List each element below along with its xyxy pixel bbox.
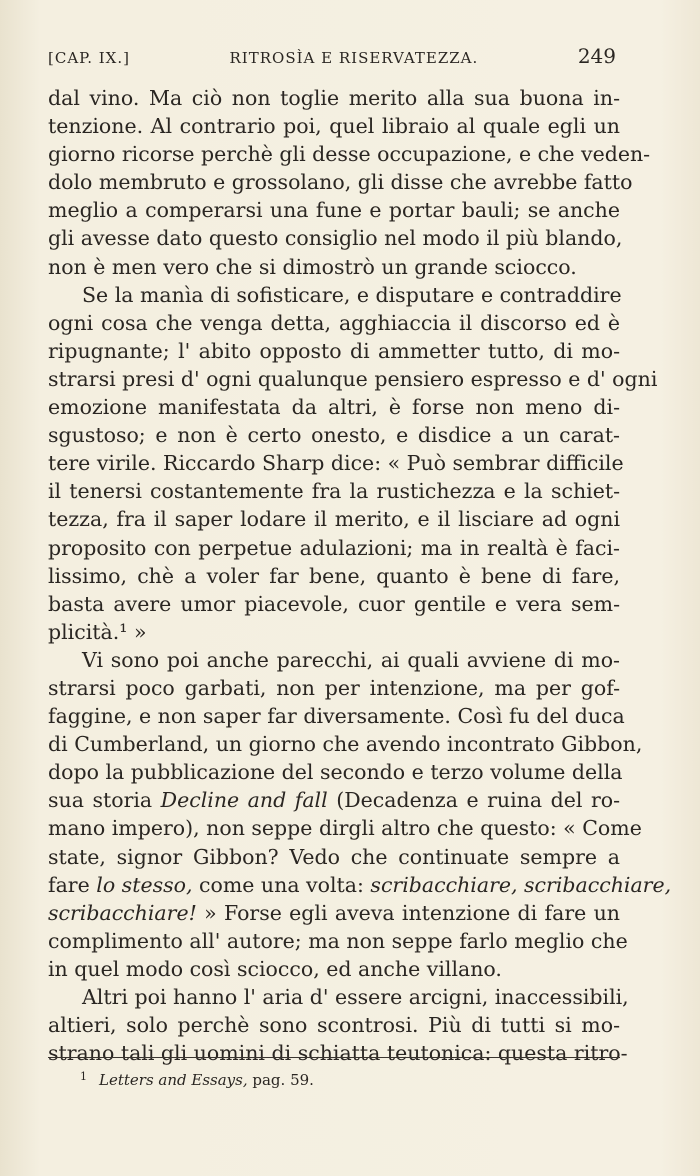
text-line: non è men vero che si dimostrò un grande sciocco. xyxy=(48,254,577,279)
text-line: dopo la pubblicazione del secondo e terzo volume della xyxy=(48,760,623,785)
text-line: in quel modo così sciocco, ed anche villano. xyxy=(48,956,502,981)
page-number: 249 xyxy=(577,44,616,68)
footnote xyxy=(80,1070,314,1089)
text-line: tezza, fra il saper lodare il merito, e il lisciare ad ogni xyxy=(48,507,620,532)
chapter-label: [CAP. IX.] xyxy=(48,49,130,67)
text-line: sgustoso; e non è certo onesto, e disdice a un carat- xyxy=(48,423,620,448)
text-line: fare lo stesso, come una volta: scribacchiare, scribacchiare, xyxy=(48,872,672,897)
footnote-title: Letters and Essays, xyxy=(99,1071,248,1089)
footnote-marker: 1 xyxy=(80,1070,87,1083)
text-line: Se la manìa di sofisticare, e disputare e contraddire xyxy=(82,282,622,307)
text-line: plicità.¹ » xyxy=(48,619,147,644)
text-line: strano tali gli uomini di schiatta teutonica: questa ritro- xyxy=(48,1041,628,1066)
text-line: ogni cosa che venga detta, agghiaccia il discorso ed è xyxy=(48,310,620,335)
text-line: altieri, solo perchè sono scontrosi. Più di tutti si mo- xyxy=(48,1013,620,1038)
text-line: il tenersi costantemente fra la rustichezza e la schiet- xyxy=(48,479,620,504)
text-line: basta avere umor piacevole, cuor gentile e vera sem- xyxy=(48,591,620,616)
text-line: tenzione. Al contrario poi, quel libraio al quale egli un xyxy=(48,114,620,139)
text-line: Vi sono poi anche parecchi, ai quali avviene di mo- xyxy=(82,647,620,672)
text-line: strarsi poco garbati, non per intenzione, ma per gof- xyxy=(48,675,620,700)
text-line: di Cumberland, un giorno che avendo incontrato Gibbon, xyxy=(48,732,643,757)
text-line: ripugnante; l' abito opposto di ammetter tutto, di mo- xyxy=(48,338,620,363)
text-line: sua storia Decline and fall (Decadenza e ruina del ro- xyxy=(48,788,621,813)
text-line: giorno ricorse perchè gli desse occupazione, e che veden- xyxy=(48,142,651,167)
footnote-page: pag. 59. xyxy=(252,1071,314,1089)
text-line: state, signor Gibbon? Vedo che continuate sempre a xyxy=(48,844,620,869)
text-line: dolo membruto e grossolano, gli disse che avrebbe fatto xyxy=(48,170,633,195)
body-text xyxy=(48,84,672,1067)
running-header xyxy=(48,44,616,72)
text-line: scribacchiare! » Forse egli aveva intenzione di fare un xyxy=(48,900,620,925)
text-line: gli avesse dato questo consiglio nel modo il più blando, xyxy=(48,226,623,251)
text-line: Altri poi hanno l' aria d' essere arcigni, inaccessibili, xyxy=(82,985,629,1009)
text-line: tere virile. Riccardo Sharp dice: « Può sembrar difficile xyxy=(48,451,624,476)
text-line: mano impero), non seppe dirgli altro che questo: « Come xyxy=(48,816,642,841)
text-line: complimento all' autore; ma non seppe farlo meglio che xyxy=(48,928,628,953)
text-line: meglio a comperarsi una fune e portar bauli; se anche xyxy=(48,198,620,223)
text-line: strarsi presi d' ogni qualunque pensiero espresso e d' ogni xyxy=(48,366,658,391)
text-line: faggine, e non saper far diversamente. Così fu del duca xyxy=(48,704,625,729)
text-line: dal vino. Ma ciò non toglie merito alla sua buona in- xyxy=(48,86,620,110)
text-line: proposito con perpetue adulazioni; ma in realtà è faci- xyxy=(48,535,620,560)
footnote-rule xyxy=(48,1057,620,1058)
running-title: RITROSÌA E RISERVATEZZA. xyxy=(229,49,479,67)
text-line: lissimo, chè a voler far bene, quanto è bene di fare, xyxy=(48,563,620,588)
text-line: emozione manifestata da altri, è forse non meno di- xyxy=(48,395,620,420)
